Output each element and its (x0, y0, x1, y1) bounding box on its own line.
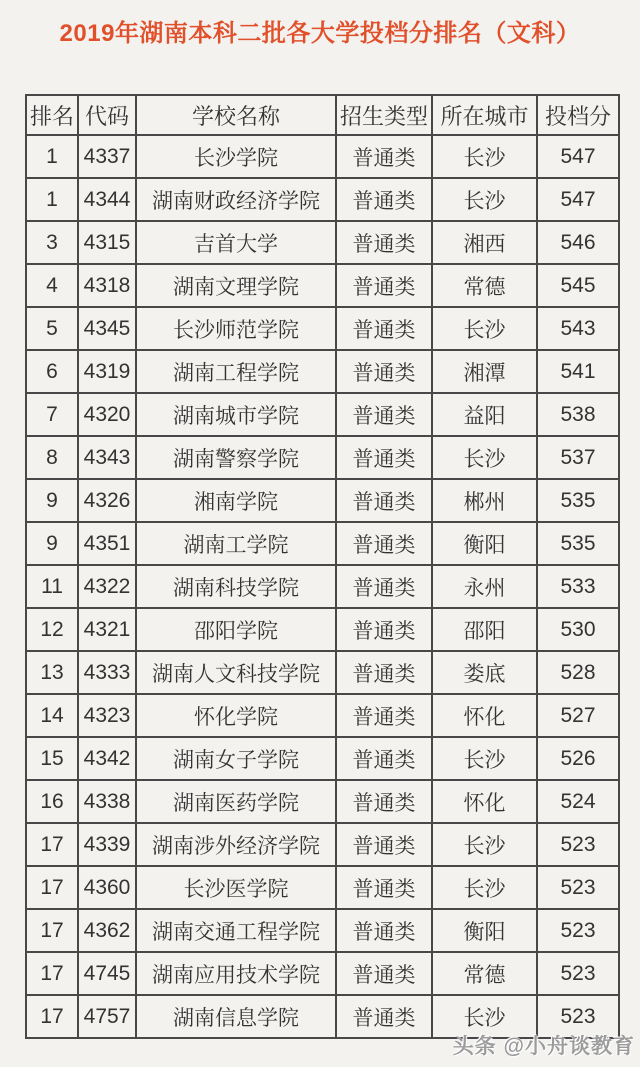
cell-city: 衡阳 (432, 522, 537, 565)
cell-city: 娄底 (432, 651, 537, 694)
cell-score: 546 (537, 221, 619, 264)
cell-score: 523 (537, 995, 619, 1038)
cell-code: 4337 (78, 135, 136, 178)
cell-rank: 6 (26, 350, 78, 393)
cell-city: 衡阳 (432, 909, 537, 952)
page-title: 2019年湖南本科二批各大学投档分排名（文科） (59, 20, 581, 47)
cell-type: 普通类 (336, 651, 432, 694)
cell-type: 普通类 (336, 479, 432, 522)
cell-type: 普通类 (336, 221, 432, 264)
col-header-code: 代码 (78, 95, 136, 135)
cell-school: 长沙师范学院 (136, 307, 336, 350)
table-row (26, 909, 619, 952)
cell-city: 湘西 (432, 221, 537, 264)
cell-type: 普通类 (336, 995, 432, 1038)
table-row (26, 135, 619, 178)
cell-rank: 9 (26, 522, 78, 565)
cell-rank: 17 (26, 952, 78, 995)
cell-score: 547 (537, 135, 619, 178)
cell-school: 湖南涉外经济学院 (136, 823, 336, 866)
cell-type: 普通类 (336, 694, 432, 737)
cell-type: 普通类 (336, 608, 432, 651)
cell-score: 535 (537, 522, 619, 565)
col-header-rank: 排名 (26, 95, 78, 135)
table-row (26, 264, 619, 307)
cell-rank: 9 (26, 479, 78, 522)
table-header-row (26, 95, 619, 135)
cell-code: 4344 (78, 178, 136, 221)
cell-type: 普通类 (336, 393, 432, 436)
cell-score: 526 (537, 737, 619, 780)
cell-city: 长沙 (432, 436, 537, 479)
cell-city: 湘潭 (432, 350, 537, 393)
cell-score: 547 (537, 178, 619, 221)
cell-school: 湖南财政经济学院 (136, 178, 336, 221)
cell-school: 湖南工程学院 (136, 350, 336, 393)
cell-code: 4318 (78, 264, 136, 307)
cell-school: 湖南医药学院 (136, 780, 336, 823)
cell-code: 4320 (78, 393, 136, 436)
cell-code: 4338 (78, 780, 136, 823)
cell-school: 湖南女子学院 (136, 737, 336, 780)
cell-city: 常德 (432, 264, 537, 307)
table-row (26, 823, 619, 866)
cell-rank: 5 (26, 307, 78, 350)
cell-code: 4360 (78, 866, 136, 909)
cell-school: 湖南城市学院 (136, 393, 336, 436)
cell-code: 4321 (78, 608, 136, 651)
cell-type: 普通类 (336, 565, 432, 608)
cell-type: 普通类 (336, 522, 432, 565)
cell-rank: 4 (26, 264, 78, 307)
table-row (26, 780, 619, 823)
cell-score: 530 (537, 608, 619, 651)
table-body (26, 135, 619, 1038)
cell-school: 湖南工学院 (136, 522, 336, 565)
cell-code: 4319 (78, 350, 136, 393)
cell-type: 普通类 (336, 135, 432, 178)
cell-score: 523 (537, 952, 619, 995)
cell-type: 普通类 (336, 350, 432, 393)
cell-score: 524 (537, 780, 619, 823)
cell-code: 4326 (78, 479, 136, 522)
table-row (26, 565, 619, 608)
cell-type: 普通类 (336, 952, 432, 995)
cell-school: 湖南交通工程学院 (136, 909, 336, 952)
cell-school: 长沙医学院 (136, 866, 336, 909)
cell-type: 普通类 (336, 823, 432, 866)
cell-score: 523 (537, 909, 619, 952)
table-row (26, 178, 619, 221)
cell-type: 普通类 (336, 737, 432, 780)
cell-type: 普通类 (336, 264, 432, 307)
cell-rank: 15 (26, 737, 78, 780)
cell-rank: 3 (26, 221, 78, 264)
table-row (26, 952, 619, 995)
cell-type: 普通类 (336, 307, 432, 350)
cell-code: 4745 (78, 952, 136, 995)
col-header-city: 所在城市 (432, 95, 537, 135)
cell-score: 538 (537, 393, 619, 436)
cell-city: 怀化 (432, 694, 537, 737)
table-row (26, 608, 619, 651)
table-row (26, 221, 619, 264)
cell-rank: 7 (26, 393, 78, 436)
cell-city: 邵阳 (432, 608, 537, 651)
table-row (26, 350, 619, 393)
cell-city: 永州 (432, 565, 537, 608)
cell-code: 4333 (78, 651, 136, 694)
cell-rank: 13 (26, 651, 78, 694)
cell-rank: 8 (26, 436, 78, 479)
cell-code: 4345 (78, 307, 136, 350)
table-row (26, 393, 619, 436)
cell-code: 4315 (78, 221, 136, 264)
cell-rank: 16 (26, 780, 78, 823)
table-row (26, 436, 619, 479)
cell-school: 长沙学院 (136, 135, 336, 178)
cell-code: 4362 (78, 909, 136, 952)
cell-city: 长沙 (432, 178, 537, 221)
cell-city: 长沙 (432, 737, 537, 780)
cell-city: 长沙 (432, 866, 537, 909)
cell-city: 常德 (432, 952, 537, 995)
cell-code: 4351 (78, 522, 136, 565)
cell-school: 湖南人文科技学院 (136, 651, 336, 694)
cell-city: 益阳 (432, 393, 537, 436)
cell-type: 普通类 (336, 178, 432, 221)
cell-score: 523 (537, 823, 619, 866)
cell-type: 普通类 (336, 780, 432, 823)
cell-score: 533 (537, 565, 619, 608)
cell-school: 湖南信息学院 (136, 995, 336, 1038)
table-row (26, 522, 619, 565)
table-row (26, 651, 619, 694)
cell-code: 4343 (78, 436, 136, 479)
cell-school: 湖南应用技术学院 (136, 952, 336, 995)
cell-type: 普通类 (336, 436, 432, 479)
cell-score: 541 (537, 350, 619, 393)
cell-school: 湖南科技学院 (136, 565, 336, 608)
cell-rank: 11 (26, 565, 78, 608)
table-row (26, 737, 619, 780)
cell-rank: 17 (26, 866, 78, 909)
cell-school: 邵阳学院 (136, 608, 336, 651)
cell-rank: 14 (26, 694, 78, 737)
cell-city: 长沙 (432, 135, 537, 178)
cell-rank: 17 (26, 909, 78, 952)
cell-code: 4339 (78, 823, 136, 866)
table-row (26, 307, 619, 350)
table-row (26, 479, 619, 522)
cell-score: 528 (537, 651, 619, 694)
cell-rank: 12 (26, 608, 78, 651)
cell-code: 4757 (78, 995, 136, 1038)
col-header-score: 投档分 (537, 95, 619, 135)
cell-score: 535 (537, 479, 619, 522)
cell-rank: 17 (26, 995, 78, 1038)
cell-city: 郴州 (432, 479, 537, 522)
col-header-school: 学校名称 (136, 95, 336, 135)
cell-city: 怀化 (432, 780, 537, 823)
cell-city: 长沙 (432, 995, 537, 1038)
cell-city: 长沙 (432, 307, 537, 350)
watermark: 头条 @小舟谈教育 (452, 1035, 635, 1058)
cell-school: 湖南警察学院 (136, 436, 336, 479)
table-row (26, 694, 619, 737)
cell-school: 怀化学院 (136, 694, 336, 737)
cell-rank: 1 (26, 178, 78, 221)
cell-score: 523 (537, 866, 619, 909)
cell-type: 普通类 (336, 866, 432, 909)
cell-code: 4323 (78, 694, 136, 737)
cell-rank: 1 (26, 135, 78, 178)
cell-code: 4322 (78, 565, 136, 608)
cell-rank: 17 (26, 823, 78, 866)
cell-school: 湖南文理学院 (136, 264, 336, 307)
cell-score: 545 (537, 264, 619, 307)
cell-type: 普通类 (336, 909, 432, 952)
cell-code: 4342 (78, 737, 136, 780)
cell-score: 537 (537, 436, 619, 479)
cell-score: 527 (537, 694, 619, 737)
col-header-type: 招生类型 (336, 95, 432, 135)
score-table (25, 94, 620, 1039)
table-row (26, 866, 619, 909)
cell-school: 吉首大学 (136, 221, 336, 264)
cell-city: 长沙 (432, 823, 537, 866)
cell-school: 湘南学院 (136, 479, 336, 522)
cell-score: 543 (537, 307, 619, 350)
